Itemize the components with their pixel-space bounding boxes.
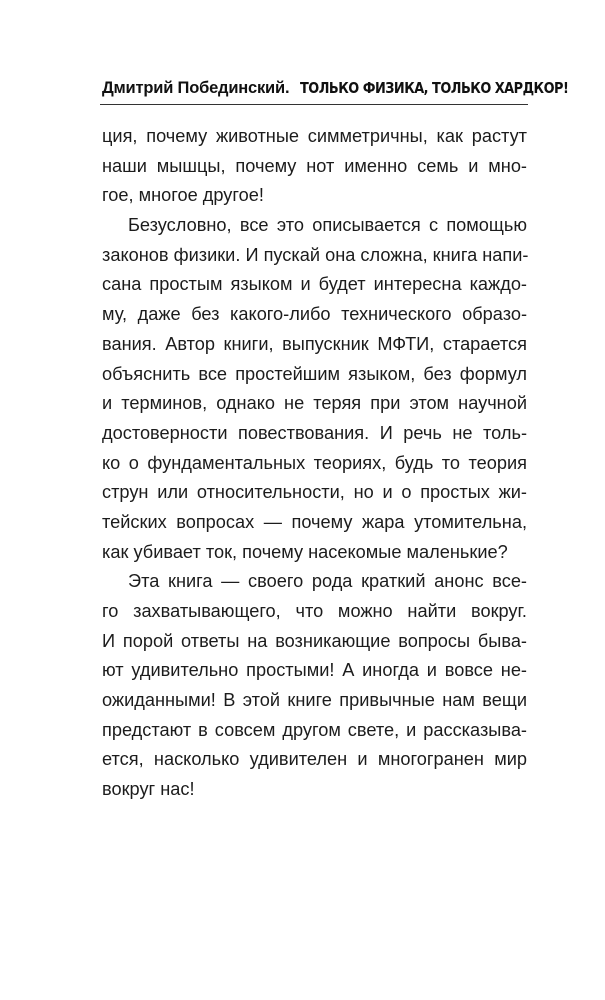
text-line: ют удивительно простыми! А иногда и вовсе не-	[102, 660, 527, 681]
text-line: законов физики. И пускай она сложна, книга напи-	[102, 244, 529, 265]
text-line: предстают в совсем другом свете, и рассказыва-	[102, 719, 527, 740]
paragraph-3	[102, 567, 527, 805]
text-line: му, даже без какого-либо технического образо-	[102, 304, 527, 325]
text-line: как убивает ток, почему насекомые маленькие?	[102, 541, 508, 562]
text-line: ожиданными! В этой книге привычные нам вещи	[102, 690, 527, 711]
text-line: гое, многое другое!	[102, 185, 264, 206]
text-line: Эта книга — своего рода краткий анонс все-	[128, 571, 527, 592]
text-line: вокруг нас!	[102, 779, 195, 800]
text-line: достоверности повествования. И речь не толь-	[102, 422, 527, 443]
text-line: го захватывающего, что можно найти вокруг.	[102, 601, 527, 621]
header-book-title: ТОЛЬКО ФИЗИКА, ТОЛЬКО ХАРДКОР!	[299, 79, 569, 97]
text-line: ко о фундаментальных теориях, будь то теория	[102, 452, 527, 473]
text-line: ется, насколько удивителен и многогранен мир	[102, 749, 527, 770]
paragraph-1	[102, 122, 527, 211]
text-line: наши мышцы, почему нот именно семь и мно-	[102, 155, 527, 176]
body-text	[102, 122, 527, 805]
header-author: Дмитрий Побединский.	[102, 79, 290, 97]
text-line: объяснить все простейшим языком, без формул	[102, 363, 527, 384]
text-line: сана простым языком и будет интересна каждо-	[102, 274, 527, 295]
running-header	[102, 78, 569, 98]
text-line: вания. Автор книги, выпускник МФТИ, старается	[102, 333, 527, 354]
text-line: тейских вопросах — почему жара утомительна,	[102, 511, 527, 532]
text-line: и терминов, однако не теряя при этом научной	[102, 393, 527, 414]
text-line: Безусловно, все это описывается с помощью	[128, 215, 527, 236]
paragraph-2	[102, 211, 527, 567]
text-line: ция, почему животные симметричны, как растут	[102, 126, 527, 146]
header-divider	[100, 104, 528, 105]
text-line: И порой ответы на возникающие вопросы быва-	[102, 630, 527, 651]
text-line: струн или относительности, но и о простых жи-	[102, 482, 527, 503]
